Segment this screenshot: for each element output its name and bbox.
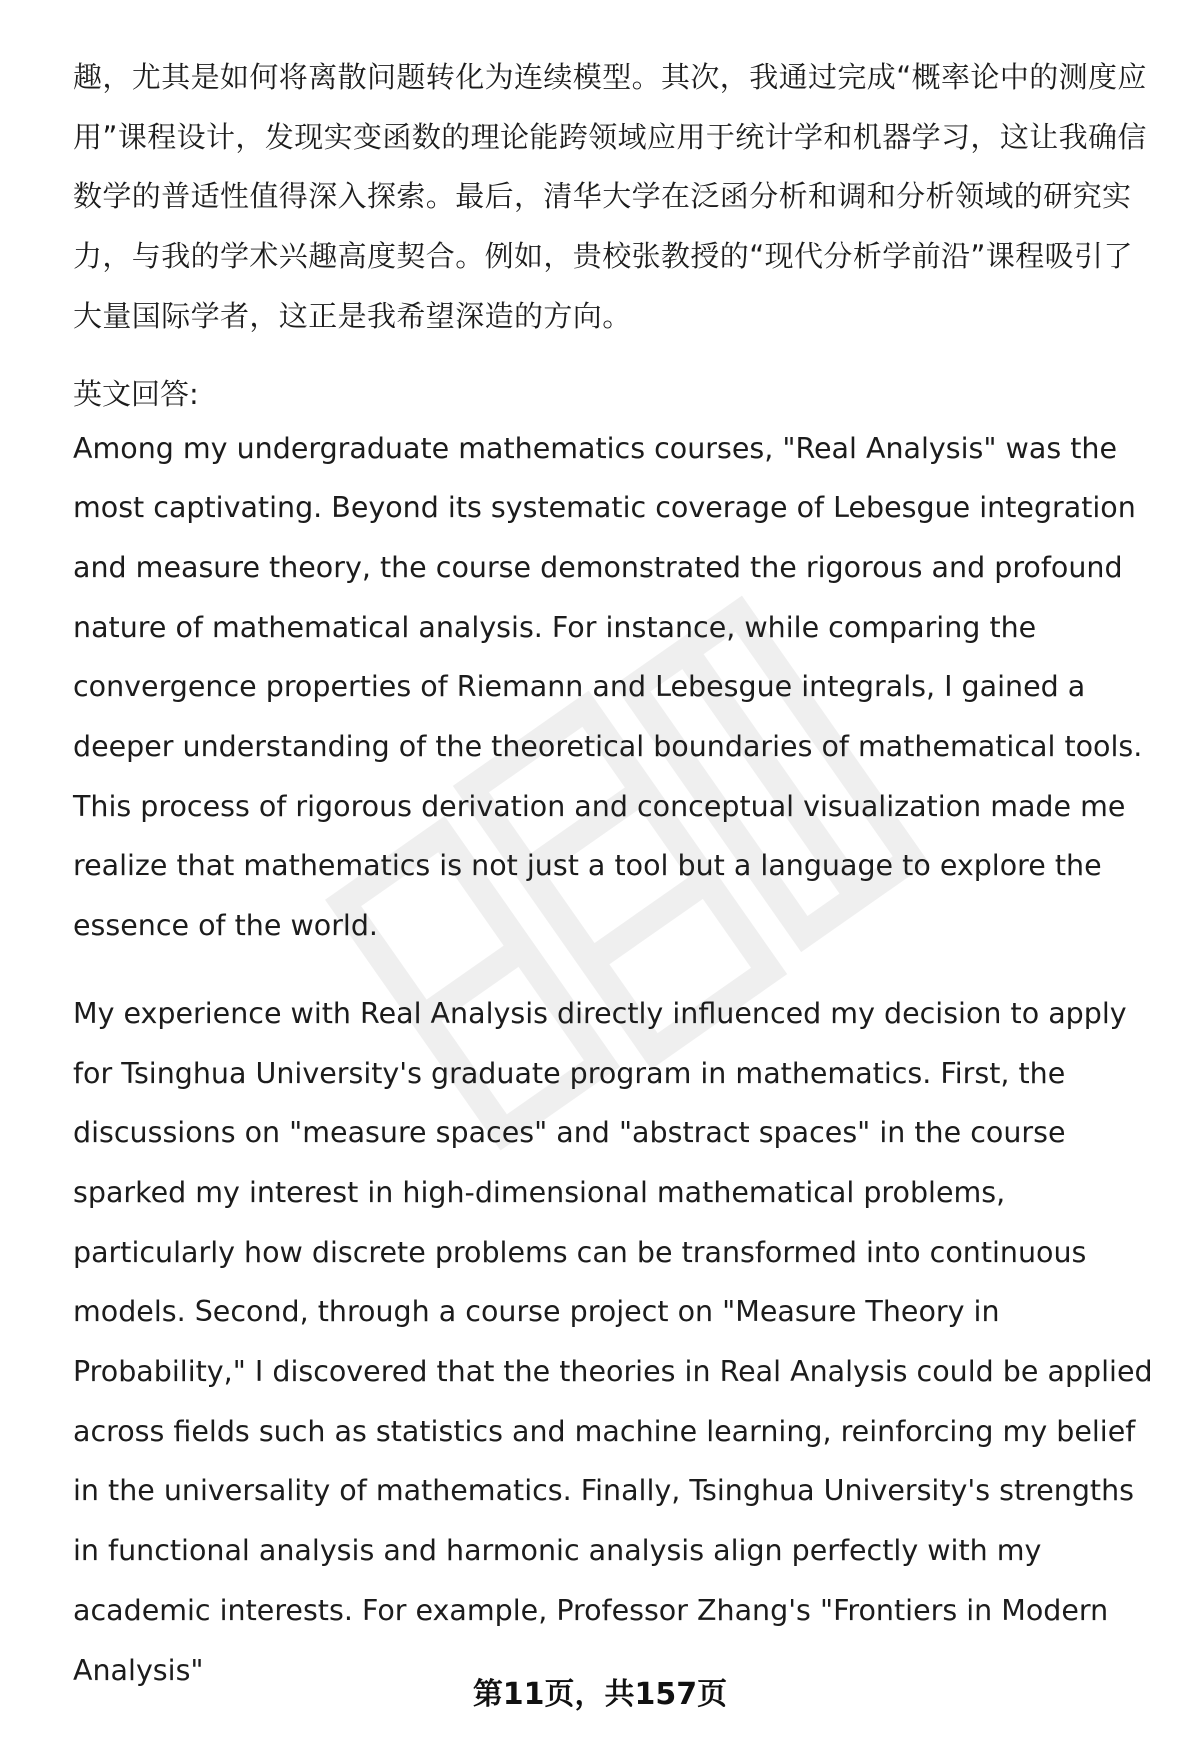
document-body xyxy=(73,48,1153,1700)
english-paragraph-2: My experience with Real Analysis directly influenced my decision to apply for Tsinghua University's graduate program in mathematics. First, the discussions on "measure spaces" and "abstract spaces" in the course sparked my interest in high-dimensional mathematical problems, particularly how discrete problems can be transformed into continuous models. Second, through a course project on "Measure Theory in Probability," I discovered that the theories in Real Analysis could be applied across fields such as statistics and machine learning, reinforcing my belief in the universality of mathematics. Finally, Tsinghua University's strengths in functional analysis and harmonic analysis align perfectly with my academic interests. For example, Professor Zhang's "Frontiers in Modern Analysis" xyxy=(73,996,1153,1687)
english-paragraph-1: Among my undergraduate mathematics courses, "Real Analysis" was the most captivating. Beyond its systematic coverage of Lebesgue integration and measure theory, the course demonstrated the rigorous and profound nature of mathematical analysis. For instance, while comparing the convergence properties of Riemann and Lebesgue integrals, I gained a deeper understanding of the theoretical boundaries of mathematical tools. This process of rigorous derivation and conceptual visualization made me realize that mathematics is not just a tool but a language to explore the essence of the world. xyxy=(73,431,1143,943)
paragraph-spacer xyxy=(73,956,1153,984)
chinese-paragraph: 趣，尤其是如何将离散问题转化为连续模型。其次，我通过完成“概率论中的测度应用”课程设计，发现实变函数的理论能跨领域应用于统计学和机器学习，这让我确信数学的普适性值得深入探索。最后，清华大学在泛函分析和调和分析领域的研究实力，与我的学术兴趣高度契合。例如，贵校张教授的“现代分析学前沿”课程吸引了大量国际学者，这正是我希望深造的方向。 xyxy=(73,60,1147,333)
page-number-footer: 第11页，共157页 xyxy=(472,1677,728,1712)
english-answer-label: 英文回答: xyxy=(73,376,199,411)
